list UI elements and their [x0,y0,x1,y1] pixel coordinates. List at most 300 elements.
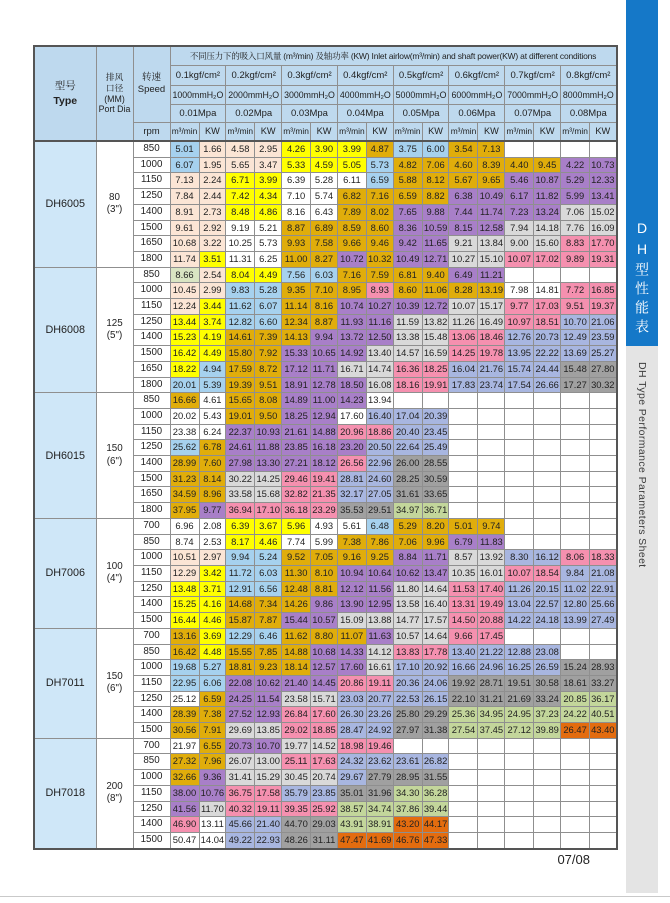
value-cell: 37.95 [170,503,199,519]
value-cell: 20.73 [534,330,561,346]
value-cell: 17.63 [311,754,338,770]
value-cell: 13.06 [449,330,478,346]
value-cell: 3.42 [199,565,226,581]
value-cell: 30.59 [422,471,449,487]
value-cell: 11.72 [226,565,255,581]
table-row [34,267,617,283]
value-cell: 23.29 [311,503,338,519]
value-cell: 4.46 [255,534,282,550]
value-cell: 8.02 [366,204,393,220]
value-cell: 9.40 [422,267,449,283]
value-cell: 23.85 [282,440,311,456]
value-cell [449,785,478,801]
value-cell: 46.90 [170,817,199,833]
value-cell: 14.25 [255,471,282,487]
value-cell: 26.82 [422,754,449,770]
port-diameter-cell [96,738,133,848]
value-cell: 11.59 [393,314,422,330]
value-cell: 10.07 [505,251,534,267]
value-cell: 24.32 [337,754,366,770]
rpm-value-cell: 1500 [133,346,170,362]
value-cell: 6.06 [199,675,226,691]
value-cell: 43.20 [393,817,422,833]
port-inch-value: (8") [106,793,123,805]
value-cell: 8.82 [422,189,449,205]
value-cell: 24.18 [534,613,561,629]
value-cell [505,267,534,283]
value-cell [478,408,505,424]
port-mm-value: 150 [106,443,123,455]
value-cell: 16.36 [393,361,422,377]
model-header-cn: 型号 [54,80,76,93]
value-cell: 16.04 [449,361,478,377]
page-number: 07/08 [557,852,590,867]
rpm-value-cell: 700 [133,628,170,644]
value-cell [561,817,590,833]
side-tab-cn-label: DH型性能表 [634,220,650,338]
value-cell [478,754,505,770]
pressure-header: 0.5kgf/cm² [393,65,449,85]
value-cell: 5.96 [282,518,311,534]
value-cell: 6.25 [255,251,282,267]
flow-unit-header: m³/min [561,122,590,141]
value-cell: 15.25 [170,597,199,613]
value-cell: 11.62 [282,628,311,644]
pressure-header: 0.7kgf/cm² [505,65,561,85]
value-cell: 35.53 [337,503,366,519]
value-cell [590,628,617,644]
value-cell: 10.35 [449,565,478,581]
port-diameter-cell [96,267,133,393]
value-cell: 13.88 [366,613,393,629]
value-cell [590,267,617,283]
port-mm-value: 100 [106,561,123,573]
value-cell: 25.92 [311,801,338,817]
value-cell: 40.32 [226,801,255,817]
port-diameter-cell [96,518,133,628]
value-cell: 12.49 [561,330,590,346]
value-cell: 5.01 [449,518,478,534]
value-cell: 11.53 [449,581,478,597]
value-cell: 11.93 [337,314,366,330]
pressure-header: 0.4kgf/cm² [337,65,393,85]
value-cell: 7.92 [255,346,282,362]
value-cell: 34.95 [478,707,505,723]
value-cell [534,785,561,801]
value-cell: 36.18 [282,503,311,519]
value-cell: 2.54 [199,267,226,283]
value-cell: 14.33 [337,644,366,660]
rpm-value-cell: 1800 [133,251,170,267]
value-cell: 10.73 [590,157,617,173]
value-cell: 28.99 [170,456,199,472]
value-cell: 37.45 [478,723,505,739]
value-cell: 15.74 [505,361,534,377]
value-cell: 15.02 [590,204,617,220]
value-cell: 8.36 [393,220,422,236]
value-cell: 10.57 [393,628,422,644]
value-cell: 14.45 [311,675,338,691]
value-cell: 28.47 [337,723,366,739]
value-cell: 34.74 [366,801,393,817]
value-cell: 25.12 [170,691,199,707]
rpm-value-cell: 1250 [133,189,170,205]
value-cell: 5.99 [561,189,590,205]
value-cell: 11.21 [478,267,505,283]
value-cell: 5.24 [255,550,282,566]
value-cell: 20.86 [337,675,366,691]
value-cell: 6.07 [255,299,282,315]
value-cell: 21.40 [255,817,282,833]
value-cell: 21.08 [590,565,617,581]
value-cell: 45.66 [226,817,255,833]
value-cell: 5.88 [393,173,422,189]
value-cell: 6.96 [170,518,199,534]
value-cell: 30.22 [226,471,255,487]
value-cell [590,518,617,534]
value-cell: 23.74 [478,377,505,393]
value-cell: 16.18 [311,440,338,456]
value-cell: 8.04 [226,267,255,283]
mmh2o-header: 1000mmH₂O [170,85,226,104]
value-cell: 14.88 [311,424,338,440]
value-cell [590,393,617,409]
value-cell: 10.07 [449,299,478,315]
value-cell: 16.71 [337,361,366,377]
value-cell: 19.11 [255,801,282,817]
rpm-value-cell: 850 [133,644,170,660]
value-cell [449,393,478,409]
value-cell: 14.61 [226,330,255,346]
value-cell: 44.17 [422,817,449,833]
value-cell: 15.71 [311,691,338,707]
value-cell: 28.55 [422,456,449,472]
value-cell: 17.70 [590,236,617,252]
value-cell: 31.11 [311,832,338,848]
value-cell [534,440,561,456]
value-cell: 14.89 [282,393,311,409]
value-cell: 20.85 [561,691,590,707]
value-cell: 4.61 [199,393,226,409]
value-cell: 6.03 [255,565,282,581]
value-cell: 30.45 [282,770,311,786]
value-cell: 7.91 [199,723,226,739]
value-cell: 26.56 [337,456,366,472]
value-cell: 11.74 [478,204,505,220]
value-cell: 7.13 [170,173,199,189]
port-header [96,46,133,141]
value-cell: 3.74 [199,314,226,330]
value-cell: 28.95 [393,770,422,786]
value-cell [534,832,561,848]
value-cell: 10.68 [311,644,338,660]
value-cell: 8.84 [393,550,422,566]
value-cell: 12.91 [226,581,255,597]
rpm-value-cell: 1000 [133,408,170,424]
value-cell: 15.55 [226,644,255,660]
value-cell [534,424,561,440]
value-cell: 7.98 [505,283,534,299]
value-cell: 27.97 [393,723,422,739]
port-header-line4: Port Dia [98,104,131,115]
value-cell: 11.65 [422,236,449,252]
pressure-header: 0.6kgf/cm² [449,65,505,85]
value-cell: 7.34 [255,597,282,613]
value-cell: 7.96 [199,754,226,770]
flow-unit-header: m³/min [505,122,534,141]
value-cell: 47.47 [337,832,366,848]
value-cell: 4.48 [199,644,226,660]
port-mm-value: 125 [106,317,123,329]
value-cell: 26.84 [282,707,311,723]
value-cell: 4.34 [255,189,282,205]
value-cell: 6.78 [199,440,226,456]
value-cell: 21.69 [505,691,534,707]
value-cell: 3.22 [199,236,226,252]
value-cell: 49.22 [226,832,255,848]
value-cell: 11.74 [170,251,199,267]
value-cell: 20.73 [226,738,255,754]
value-cell: 12.71 [422,251,449,267]
header-row-title [34,46,617,65]
value-cell: 27.12 [505,723,534,739]
value-cell: 46.76 [393,832,422,848]
value-cell: 25.80 [393,707,422,723]
side-tab-blue[interactable] [626,0,658,346]
value-cell: 11.16 [366,314,393,330]
value-cell [505,754,534,770]
value-cell [561,832,590,848]
value-cell [449,754,478,770]
value-cell: 7.16 [366,189,393,205]
value-cell: 8.96 [199,487,226,503]
value-cell: 2.99 [199,283,226,299]
value-cell: 18.86 [366,424,393,440]
value-cell: 13.92 [478,550,505,566]
flow-unit-header: m³/min [282,122,311,141]
value-cell: 19.91 [422,377,449,393]
value-cell: 9.36 [199,770,226,786]
value-cell: 26.15 [422,691,449,707]
value-cell: 15.87 [226,613,255,629]
value-cell: 4.59 [311,157,338,173]
value-cell: 23.08 [534,644,561,660]
value-cell: 7.06 [393,534,422,550]
model-name-cell: DH7018 [34,738,96,848]
value-cell: 5.67 [449,173,478,189]
value-cell: 5.43 [199,408,226,424]
value-cell: 34.30 [393,785,422,801]
value-cell: 31.21 [478,691,505,707]
value-cell: 24.95 [505,707,534,723]
value-cell: 22.57 [534,597,561,613]
value-cell: 8.28 [449,283,478,299]
rpm-value-cell: 1150 [133,299,170,315]
value-cell: 3.47 [255,157,282,173]
value-cell: 13.11 [199,817,226,833]
model-name-cell: DH6008 [34,267,96,393]
value-cell [534,738,561,754]
value-cell: 16.09 [590,220,617,236]
value-cell: 15.24 [561,660,590,676]
value-cell: 12.93 [255,707,282,723]
value-cell: 14.50 [449,613,478,629]
value-cell: 19.01 [226,408,255,424]
value-cell: 4.87 [366,141,393,157]
rpm-value-cell: 1250 [133,581,170,597]
value-cell: 23.61 [393,754,422,770]
value-cell: 10.39 [393,299,422,315]
value-cell: 14.64 [422,581,449,597]
value-cell: 47.33 [422,832,449,848]
flow-unit-header: m³/min [449,122,478,141]
value-cell: 4.40 [505,157,534,173]
value-cell: 13.85 [255,723,282,739]
rpm-value-cell: 1400 [133,204,170,220]
value-cell: 26.07 [226,754,255,770]
power-unit-header: KW [311,122,338,141]
value-cell: 15.33 [282,346,311,362]
table-title: 不同压力下的吸入口风量 (m³/min) 及轴功率 (KW) Inlet airlow(m³/min) and shaft power(KW) at different conditions [170,46,617,65]
value-cell: 10.93 [255,424,282,440]
value-cell: 7.85 [255,644,282,660]
value-cell: 4.93 [311,518,338,534]
value-cell: 13.19 [478,283,505,299]
value-cell: 17.60 [337,408,366,424]
mpa-header: 0.08Mpa [561,104,617,122]
value-cell: 15.48 [561,361,590,377]
value-cell [449,456,478,472]
value-cell: 6.89 [311,220,338,236]
value-cell: 8.74 [170,534,199,550]
rpm-value-cell: 1500 [133,832,170,848]
value-cell: 22.95 [170,675,199,691]
value-cell: 5.65 [226,157,255,173]
value-cell [449,503,478,519]
port-diameter-cell [96,393,133,519]
value-cell: 8.12 [422,173,449,189]
value-cell: 10.76 [199,785,226,801]
mpa-header: 0.07Mpa [505,104,561,122]
model-header-en: Type [53,94,78,107]
value-cell: 20.01 [170,377,199,393]
value-cell: 8.57 [449,550,478,566]
value-cell [449,440,478,456]
value-cell: 10.25 [226,236,255,252]
table-row [34,393,617,409]
pressure-header: 0.3kgf/cm² [282,65,338,85]
value-cell: 16.42 [170,644,199,660]
value-cell [534,770,561,786]
value-cell: 6.43 [311,204,338,220]
value-cell: 23.03 [337,691,366,707]
table-row [34,628,617,644]
value-cell [534,456,561,472]
rpm-value-cell: 1650 [133,361,170,377]
value-cell: 7.58 [311,236,338,252]
value-cell: 17.27 [561,377,590,393]
mmh2o-header: 5000mmH₂O [393,85,449,104]
value-cell: 8.83 [561,236,590,252]
mmh2o-header: 4000mmH₂O [337,85,393,104]
value-cell: 10.07 [505,565,534,581]
value-cell: 16.40 [366,408,393,424]
value-cell: 5.61 [337,518,366,534]
value-cell: 8.16 [311,299,338,315]
rpm-value-cell: 1650 [133,487,170,503]
value-cell [590,456,617,472]
value-cell: 9.51 [255,377,282,393]
value-cell: 8.87 [311,314,338,330]
value-cell: 29.03 [311,817,338,833]
value-cell: 19.46 [366,738,393,754]
value-cell: 31.38 [422,723,449,739]
model-name-cell: DH6005 [34,141,96,267]
value-cell [505,832,534,848]
flow-unit-header: m³/min [393,122,422,141]
value-cell: 18.14 [282,660,311,676]
value-cell: 5.21 [255,220,282,236]
port-diameter-cell [96,628,133,738]
value-cell: 16.44 [170,613,199,629]
value-cell: 5.74 [311,189,338,205]
value-cell: 17.04 [393,408,422,424]
value-cell: 6.71 [226,173,255,189]
value-cell: 17.02 [534,251,561,267]
value-cell: 29.29 [422,707,449,723]
value-cell [449,487,478,503]
value-cell: 7.89 [337,204,366,220]
rpm-value-cell: 1000 [133,770,170,786]
value-cell: 16.42 [170,346,199,362]
value-cell [505,471,534,487]
value-cell [561,770,590,786]
rpm-value-cell: 1500 [133,220,170,236]
performance-table [33,45,618,850]
value-cell [561,267,590,283]
rpm-value-cell: 1150 [133,785,170,801]
value-cell: 27.54 [449,723,478,739]
value-cell: 9.45 [534,157,561,173]
value-cell: 4.49 [255,267,282,283]
value-cell [534,518,561,534]
value-cell: 9.50 [255,408,282,424]
value-cell: 3.69 [199,628,226,644]
pressure-header: 0.1kgf/cm² [170,65,226,85]
value-cell: 4.22 [561,157,590,173]
value-cell: 43.40 [590,723,617,739]
value-cell: 4.94 [199,361,226,377]
value-cell: 32.17 [337,487,366,503]
value-cell: 6.59 [199,691,226,707]
value-cell: 12.50 [366,330,393,346]
value-cell: 8.15 [449,220,478,236]
value-cell: 9.84 [561,565,590,581]
value-cell: 14.04 [199,832,226,848]
value-cell [449,408,478,424]
value-cell: 28.71 [478,675,505,691]
value-cell: 14.77 [393,613,422,629]
value-cell: 17.40 [478,581,505,597]
value-cell: 23.58 [282,691,311,707]
value-cell [590,770,617,786]
value-cell: 30.56 [170,723,199,739]
rpm-value-cell: 1000 [133,283,170,299]
value-cell: 8.60 [393,283,422,299]
value-cell: 13.83 [393,644,422,660]
value-cell: 10.62 [393,565,422,581]
value-cell: 20.40 [393,424,422,440]
